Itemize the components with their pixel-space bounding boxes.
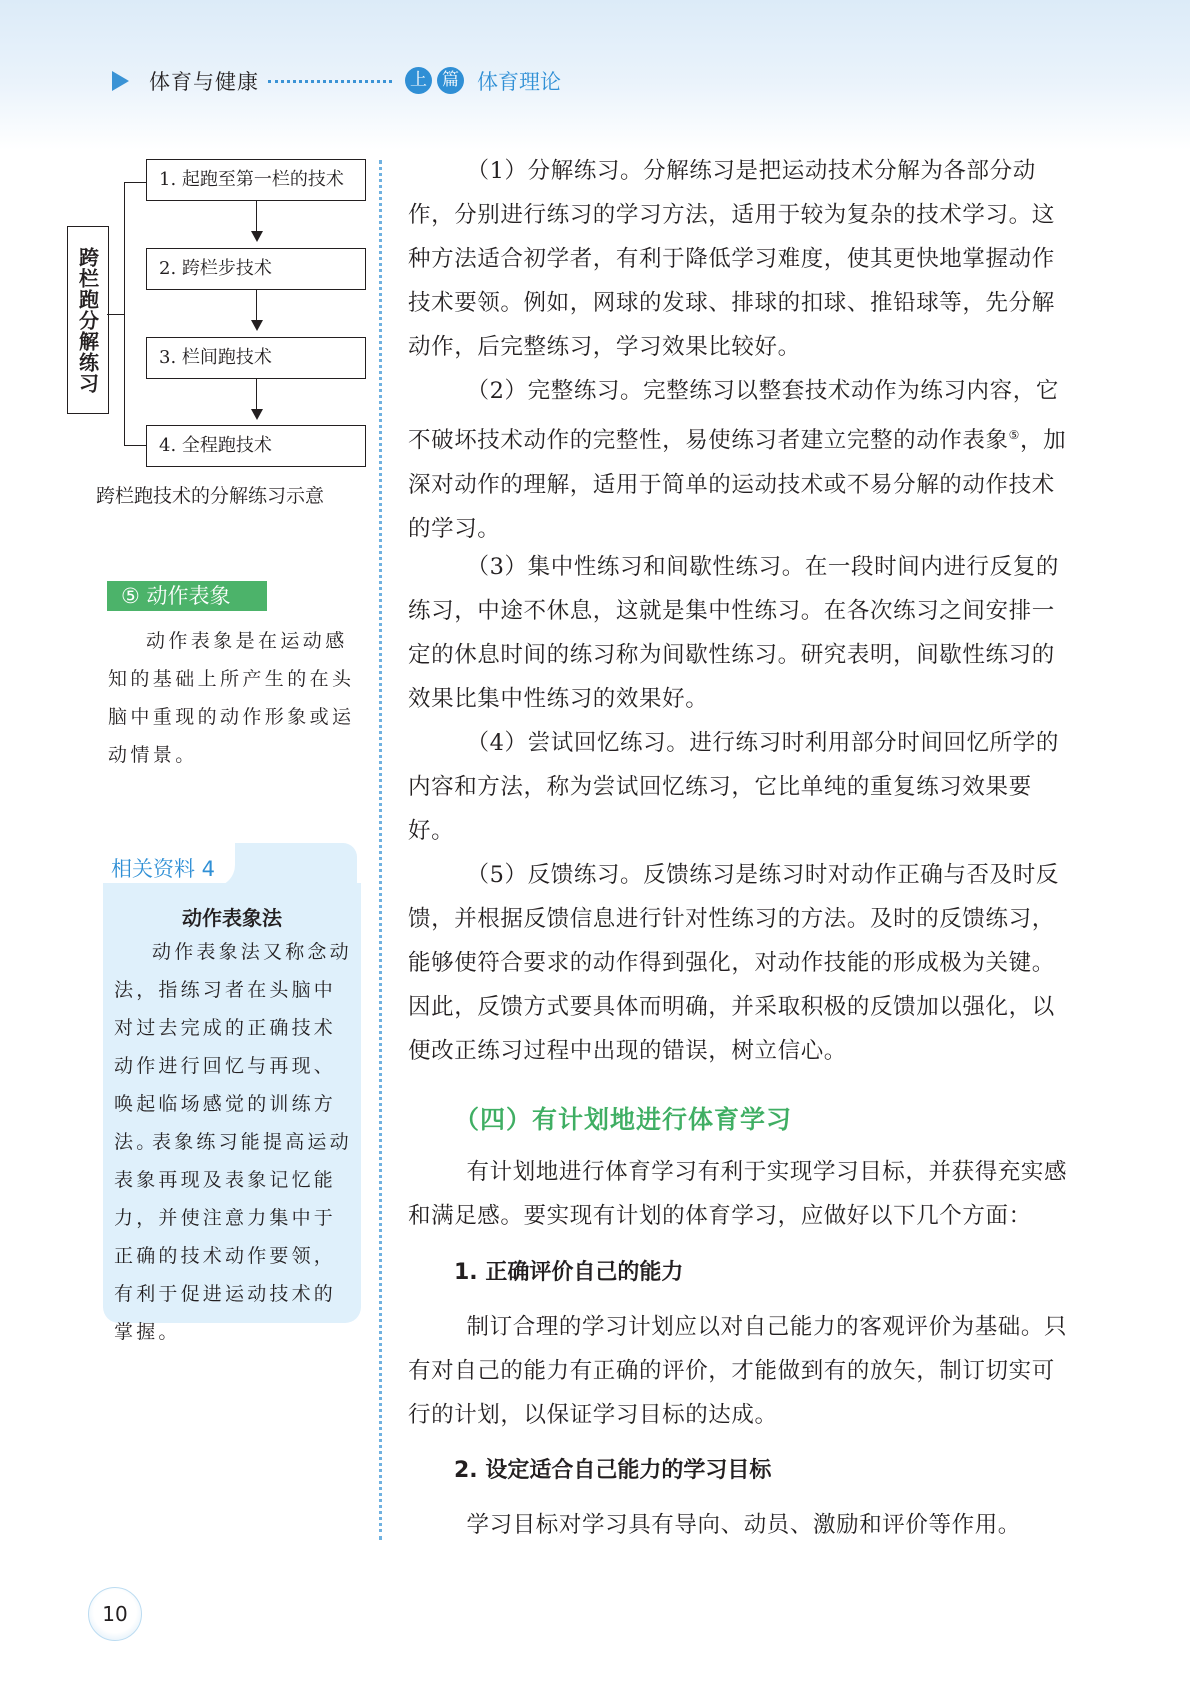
subsection-title-2: 2. 设定适合自己能力的学习目标 (454, 1458, 772, 1483)
diagram-group-label-text: 跨栏跑分解练习 (75, 246, 100, 394)
reference-title: 动作表象法 (182, 906, 282, 930)
play-triangle-icon (112, 71, 129, 91)
paragraph-recall: （4）尝试回忆练习。进行练习时利用部分时间回忆所学的内容和方法，称为尝试回忆练习，它比单纯的重复练习效果要好。 (408, 730, 1059, 844)
paragraph-complete-part1: （2）完整练习。完整练习以整套技术动作为练习内容，它不破坏技术动作的完整性，易使练习者建立完整的动作表象 (408, 378, 1059, 454)
diagram-bracket (124, 182, 125, 445)
part-badge-1: 上 (405, 67, 432, 94)
page-number: 10 (88, 1587, 142, 1641)
footnote-marker: ⑤ (1008, 428, 1020, 442)
diagram-connector (124, 445, 146, 446)
diagram-group-label (67, 226, 109, 414)
paragraph-interval: （3）集中性练习和间歇性练习。在一段时间内进行反复的练习，中途不休息，这就是集中性练习。在各次练习之间安排一定的休息时间的练习称为间歇性练习。研究表明，间歇性练习的效果比集中性练习的效果好。 (408, 554, 1059, 712)
reference-paragraph-2: 表象练习能提高运动表象再现及表象记忆能力，并使注意力集中于正确的技术动作要领，有利于促进运动技术的掌握。 (114, 1131, 352, 1343)
diagram-bracket-link (107, 314, 124, 315)
arrow-down-icon (251, 320, 263, 331)
diagram-step-2: 2. 跨栏步技术 (146, 248, 366, 290)
paragraph-complete-part2: ，加深对动作的理解，适用于简单的运动技术或不易分解的动作技术的学习。 (408, 427, 1067, 542)
diagram-connector (124, 182, 146, 183)
paragraph-planning: 有计划地进行体育学习有利于实现学习目标，并获得充实感和满足感。要实现有计划的体育学习，应做好以下几个方面： (408, 1159, 1068, 1229)
diagram-arrow-line (256, 201, 257, 231)
note-text: 动作表象是在运动感知的基础上所产生的在头脑中重现的动作形象或运动情景。 (108, 630, 355, 766)
diagram-step-3: 3. 栏间跑技术 (146, 337, 366, 379)
part-title: 体育理论 (477, 70, 561, 94)
paragraph-self-evaluation: 制订合理的学习计划应以对自己能力的客观评价为基础。只有对自己的能力有正确的评价，才能做到有的放矢，制订切实可行的计划，以保证学习目标的达成。 (408, 1314, 1068, 1428)
diagram-arrow-line (256, 379, 257, 409)
subsection-title-1: 1. 正确评价自己的能力 (454, 1260, 684, 1285)
paragraph-goals: 学习目标对学习具有导向、动员、激励和评价等作用。 (466, 1512, 1021, 1538)
paragraph-complete (408, 369, 1068, 551)
reference-label: 相关资料 4 (111, 857, 216, 881)
column-divider (379, 160, 382, 1540)
arrow-down-icon (251, 231, 263, 242)
diagram-arrow-line (256, 290, 257, 320)
diagram-step-4: 4. 全程跑技术 (146, 425, 366, 467)
diagram-caption: 跨栏跑技术的分解练习示意 (96, 485, 325, 507)
book-title: 体育与健康 (149, 70, 259, 94)
paragraph-decomposition: （1）分解练习。分解练习是把运动技术分解为各部分动作，分别进行练习的学习方法，适用于较为复杂的技术学习。这种方法适合初学者，有利于降低学习难度，使其更快地掌握动作技术要领。例如，网球的发球、排球的扣球、推铅球等，先分解动作，后完整练习，学习效果比较好。 (408, 158, 1055, 360)
diagram-step-1: 1. 起跑至第一栏的技术 (146, 159, 366, 201)
arrow-down-icon (251, 409, 263, 420)
reference-paragraph-1: 动作表象法又称念动法，指练习者在头脑中对过去完成的正确技术动作进行回忆与再现、唤起临场感觉的训练方法。 (114, 941, 352, 1153)
section-title: （四）有计划地进行体育学习 (454, 1105, 793, 1134)
note-title: ⑤ 动作表象 (107, 581, 267, 611)
part-badge-2: 篇 (437, 67, 464, 94)
paragraph-feedback: （5）反馈练习。反馈练习是练习时对动作正确与否及时反馈，并根据反馈信息进行针对性练习的方法。及时的反馈练习，能够使符合要求的动作得到强化，对动作技能的形成极为关键。因此，反馈方式要具体而明确，并采取积极的反馈加以强化，以便改正练习过程中出现的错误，树立信心。 (408, 862, 1059, 1064)
header-dotted-leader (268, 80, 392, 83)
